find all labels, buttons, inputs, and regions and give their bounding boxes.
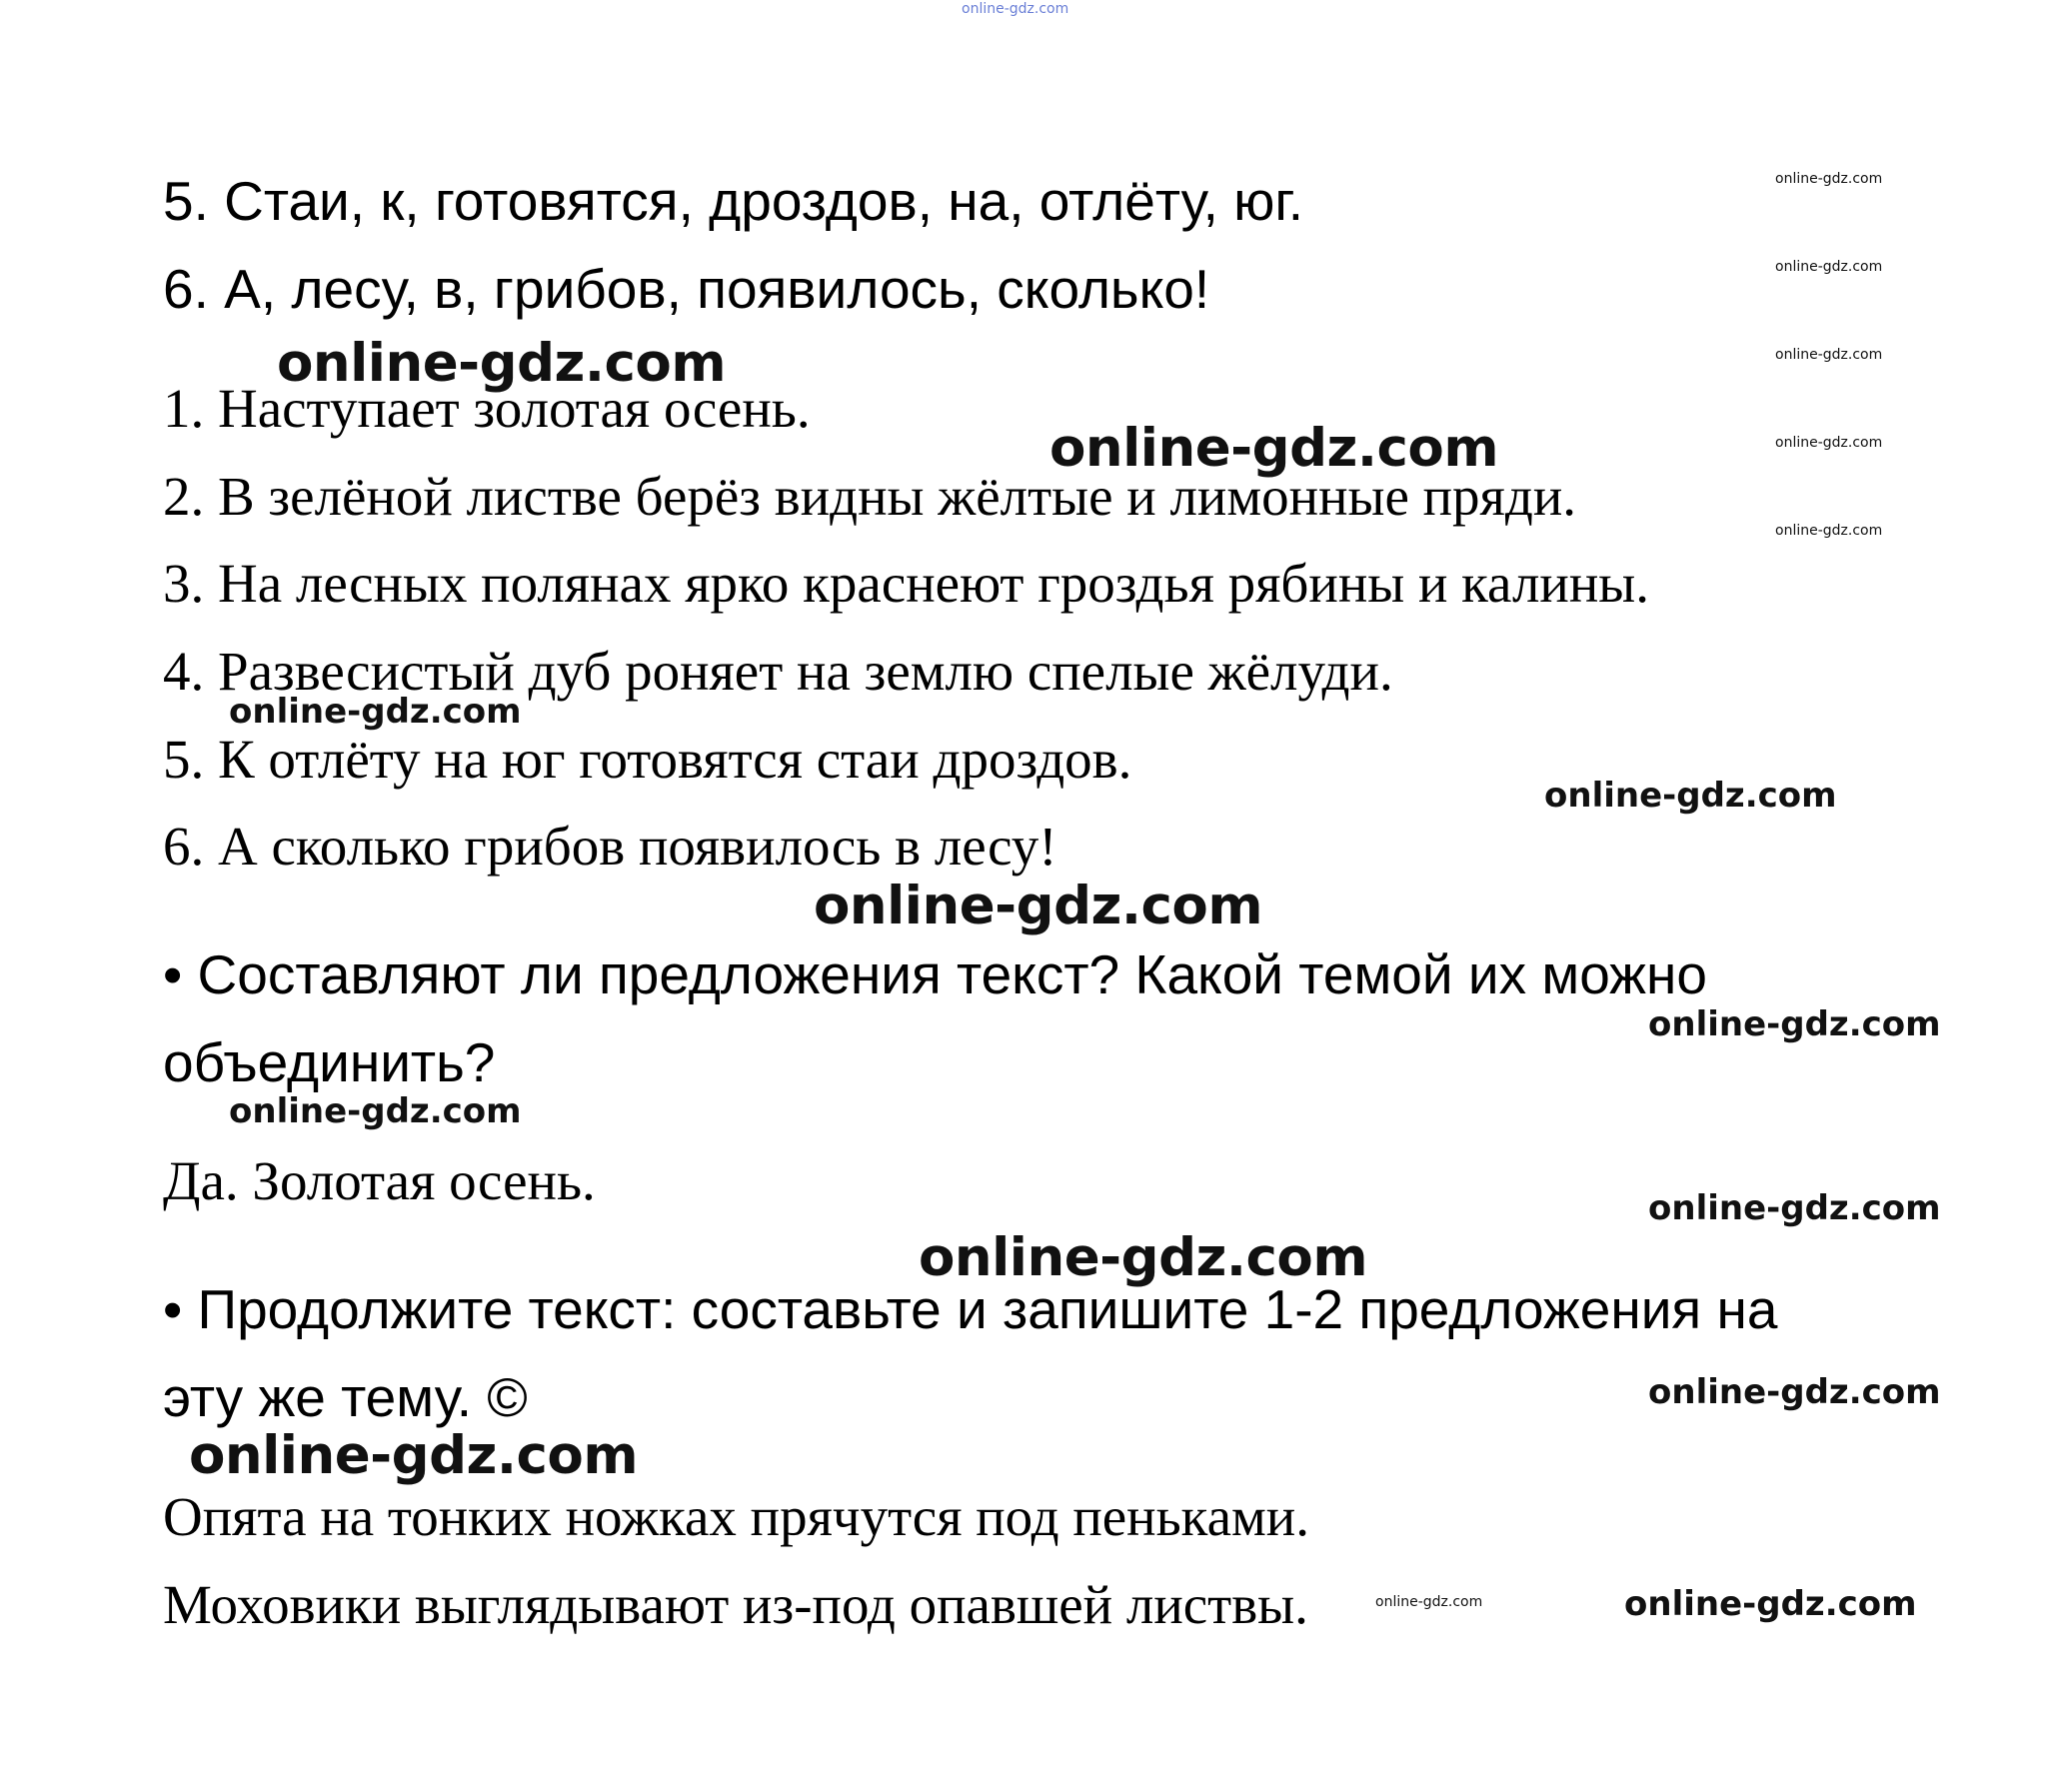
task-line-5: 5. Стаи, к, готовятся, дроздов, на, отлёту, юг. xyxy=(163,170,1304,232)
question-2-line-2: эту же тему. © xyxy=(163,1366,528,1428)
watermark-large: online-gdz.com xyxy=(919,1227,1368,1288)
watermark-small: online-gdz.com xyxy=(1375,1594,1483,1610)
watermark-small: online-gdz.com xyxy=(1775,435,1883,451)
watermark-medium: online-gdz.com xyxy=(1648,1372,1941,1412)
answer-sentence-4: 4. Развесистый дуб роняет на землю спелые жёлуди. xyxy=(163,641,1393,702)
watermark-medium: online-gdz.com xyxy=(1648,1188,1941,1228)
watermark-large: online-gdz.com xyxy=(1049,418,1499,479)
watermark-medium: online-gdz.com xyxy=(1624,1584,1917,1624)
watermark-medium: online-gdz.com xyxy=(229,692,522,732)
watermark-small: online-gdz.com xyxy=(1775,523,1883,539)
question-1-line-1: • Составляют ли предложения текст? Какой темой их можно xyxy=(163,943,1707,1005)
watermark-top: online-gdz.com xyxy=(962,1,1069,17)
watermark-medium: online-gdz.com xyxy=(1544,776,1837,816)
answer-2-sentence-1: Опята на тонких ножках прячутся под пеньками. xyxy=(163,1486,1309,1547)
watermark-small: online-gdz.com xyxy=(1775,259,1883,275)
answer-2-sentence-2: Моховики выглядывают из-под опавшей листвы. xyxy=(163,1574,1308,1635)
answer-1: Да. Золотая осень. xyxy=(163,1150,596,1211)
watermark-small: online-gdz.com xyxy=(1775,347,1883,363)
answer-sentence-1: 1. Наступает золотая осень. xyxy=(163,378,811,439)
watermark-large: online-gdz.com xyxy=(814,876,1263,936)
question-1-line-2: объединить? xyxy=(163,1031,496,1093)
question-2-line-1: • Продолжите текст: составьте и запишите 1-2 предложения на xyxy=(163,1278,1778,1340)
watermark-medium: online-gdz.com xyxy=(1648,1004,1941,1044)
answer-sentence-3: 3. На лесных полянах ярко краснеют гроздья рябины и калины. xyxy=(163,553,1649,614)
watermark-medium: online-gdz.com xyxy=(229,1091,522,1131)
watermark-large: online-gdz.com xyxy=(277,333,727,394)
answer-sentence-2: 2. В зелёной листве берёз видны жёлтые и лимонные пряди. xyxy=(163,466,1577,527)
answer-sentence-6: 6. А сколько грибов появилось в лесу! xyxy=(163,816,1057,877)
task-line-6: 6. А, лесу, в, грибов, появилось, сколько! xyxy=(163,258,1210,320)
watermark-large: online-gdz.com xyxy=(189,1425,639,1486)
watermark-small: online-gdz.com xyxy=(1775,171,1883,187)
answer-sentence-5: 5. К отлёту на юг готовятся стаи дроздов. xyxy=(163,729,1132,790)
